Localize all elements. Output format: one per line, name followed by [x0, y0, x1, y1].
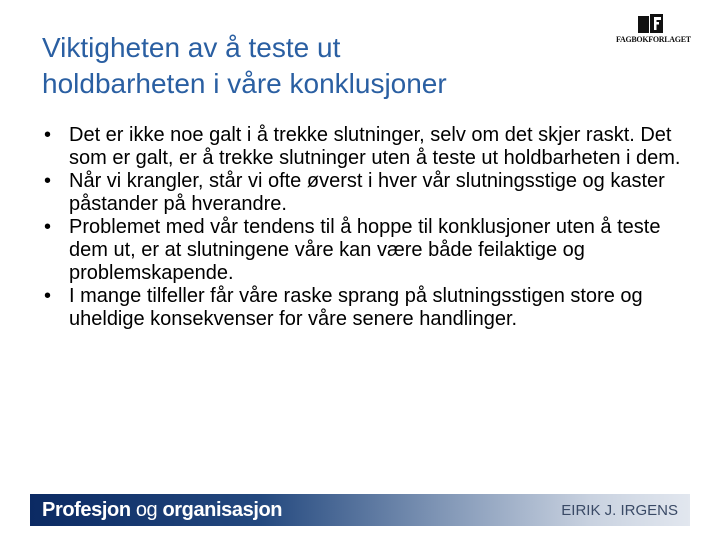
- bullet-text: I mange tilfeller får våre raske sprang på slutningsstigen store og uheldige konsekvenser for våre senere handlinger.: [69, 285, 643, 330]
- book-icon: [638, 13, 664, 35]
- author-name: EIRIK J. IRGENS: [561, 502, 678, 519]
- bullet-dot: •: [44, 170, 52, 192]
- bullet-text: Det er ikke noe galt i å trekke slutninger, selv om det skjer raskt. Det som er galt, er å trekke slutninger uten å teste ut holdbarheten i dem.: [69, 124, 681, 169]
- slide-title-line-1: Viktigheten av å teste ut: [42, 32, 341, 63]
- slide-title-line-2: holdbarheten i våre konklusjoner: [42, 68, 447, 99]
- bullet-dot: •: [44, 216, 52, 238]
- bullet-item: [44, 216, 684, 285]
- bullet-item: [44, 124, 684, 170]
- bullet-text: Problemet med vår tendens til å hoppe til konklusjoner uten å teste dem ut, er at slutningene våre kan være både feilaktige og problemskapende.: [69, 216, 661, 284]
- slide-title: [42, 30, 602, 102]
- bullet-dot: •: [44, 124, 52, 146]
- bullet-item: [44, 170, 684, 216]
- bullet-text: Når vi krangler, står vi ofte øverst i hver vår slutningsstige og kaster påstander på hverandre.: [69, 170, 665, 215]
- book-title-word-2: og: [135, 499, 158, 521]
- book-title: [42, 499, 282, 522]
- bullet-list: [44, 124, 684, 331]
- book-title-word-3: organisasjon: [162, 499, 283, 521]
- logo-text: FAGBOKFORLAGET: [616, 35, 691, 44]
- bullet-dot: •: [44, 285, 52, 307]
- book-title-word-1: Profesjon: [42, 499, 131, 521]
- bullet-item: [44, 285, 684, 331]
- publisher-logo: [616, 13, 691, 49]
- footer-banner: [30, 494, 690, 526]
